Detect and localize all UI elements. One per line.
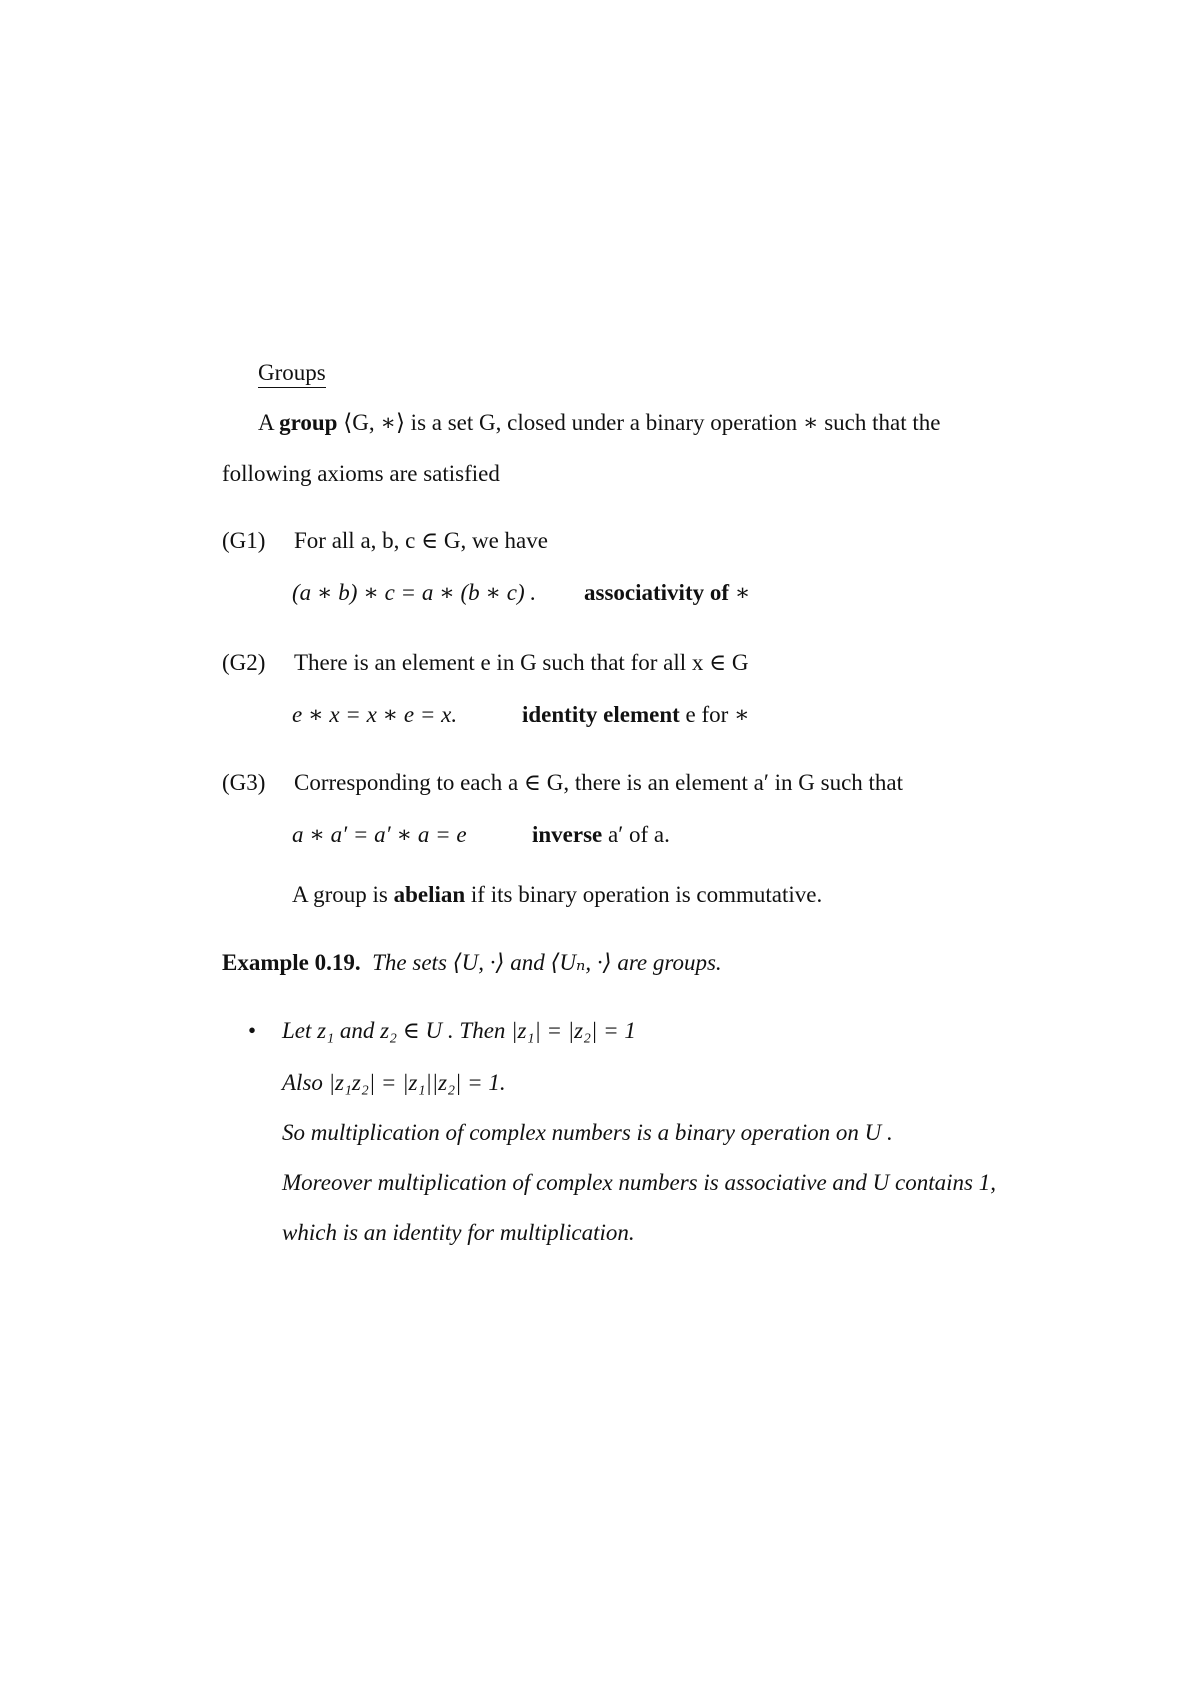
axiom-g3-note: inverse a′ of a. bbox=[532, 822, 670, 847]
term-group: group bbox=[279, 410, 338, 435]
axiom-g2-formula: e ∗ x = x ∗ e = x. bbox=[292, 702, 458, 727]
example-line-3: So multiplication of complex numbers is a binary operation on U . bbox=[282, 1120, 893, 1145]
example-label: Example 0.19. bbox=[222, 950, 361, 975]
axiom-g2-statement: (G2) There is an element e in G such that for all x ∈ G bbox=[222, 650, 749, 675]
section-title bbox=[258, 360, 326, 386]
axiom-g1-formula: (a ∗ b) ∗ c = a ∗ (b ∗ c) . bbox=[292, 580, 537, 605]
example-line-1: Let z₁ and z₂ ∈ U . Then |z₁| = |z₂| = 1 bbox=[282, 1018, 636, 1043]
example-statement: The sets ⟨U, ·⟩ and ⟨Uₙ, ·⟩ are groups. bbox=[372, 950, 722, 975]
axiom-label: (G1) bbox=[222, 528, 266, 553]
abelian-definition: A group is abelian if its binary operation is commutative. bbox=[292, 882, 823, 907]
axiom-label: (G3) bbox=[222, 770, 266, 795]
term-abelian: abelian bbox=[393, 882, 466, 907]
example-line-2: Also |z₁z₂| = |z₁||z₂| = 1. bbox=[282, 1070, 506, 1095]
axiom-g1-statement: (G1) For all a, b, c ∈ G, we have bbox=[222, 528, 548, 553]
definition-line-1: A group ⟨G, ∗⟩ is a set G, closed under a binary operation ∗ such that the bbox=[258, 410, 941, 435]
definition-line-2: following axioms are satisfied bbox=[222, 461, 500, 486]
section-title-text: Groups bbox=[258, 360, 326, 388]
bullet-marker: • bbox=[248, 1018, 257, 1043]
example-heading bbox=[222, 950, 722, 976]
axiom-g1-note: associativity of ∗ bbox=[584, 580, 751, 605]
axiom-g3-statement: (G3) Corresponding to each a ∈ G, there is an element a′ in G such that bbox=[222, 770, 904, 795]
axiom-g3-formula: a ∗ a′ = a′ ∗ a = e bbox=[292, 822, 467, 847]
axiom-g2-note: identity element e for ∗ bbox=[522, 702, 750, 727]
example-line-5: which is an identity for multiplication. bbox=[282, 1220, 635, 1245]
example-line-4: Moreover multiplication of complex numbers is associative and U contains 1, bbox=[282, 1170, 996, 1195]
axiom-label: (G2) bbox=[222, 650, 266, 675]
